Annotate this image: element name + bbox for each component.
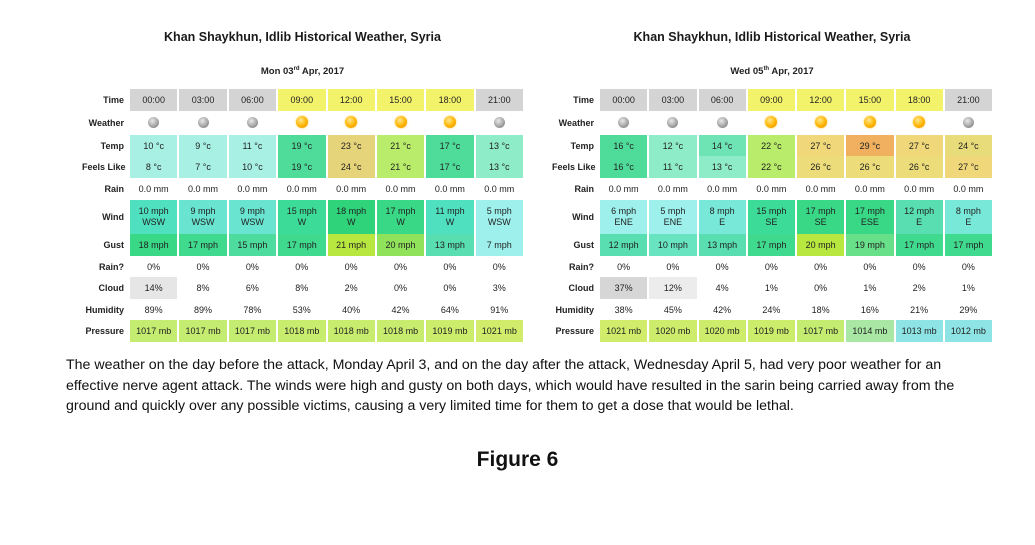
wind-direction: E — [965, 217, 972, 227]
feels-like-cell: 10 °c — [229, 156, 276, 178]
wind-speed: 18 mph — [336, 206, 367, 216]
cloud-cell: 0% — [377, 277, 424, 299]
temp-cell: 19 °c — [278, 135, 325, 156]
wind-cell — [600, 200, 647, 234]
humidity-cell: 91% — [490, 304, 509, 315]
pressure-cell: 1018 mb — [377, 320, 424, 342]
row-chance — [82, 256, 523, 277]
humidity-cell: 89% — [194, 304, 213, 315]
row-label-humidity: Humidity — [85, 304, 124, 315]
temp-cell: 9 °c — [179, 135, 226, 156]
feels-like-cell: 11 °c — [649, 156, 696, 178]
row-label-wind: Wind — [102, 211, 124, 222]
wind-cell — [748, 200, 795, 234]
weather-cell — [179, 111, 226, 135]
row-wind — [552, 200, 992, 234]
rain-chance-cell: 0% — [715, 261, 729, 272]
row-time — [552, 89, 992, 111]
cloud-cell: 8% — [278, 277, 325, 299]
pressure-cell: 1020 mb — [649, 320, 696, 342]
feels-like-cell: 13 °c — [699, 156, 746, 178]
feels-like-cell: 22 °c — [748, 156, 795, 178]
pressure-cell: 1020 mb — [699, 320, 746, 342]
rain-cell: 0.0 mm — [385, 184, 416, 194]
pressure-cell: 1018 mb — [328, 320, 375, 342]
wind-speed: 17 mph — [385, 206, 416, 216]
row-rain — [552, 178, 992, 200]
pressure-cell: 1014 mb — [846, 320, 893, 342]
moon-icon — [618, 117, 629, 128]
pressure-cell: 1017 mb — [179, 320, 226, 342]
row-label-gust: Gust — [103, 240, 124, 250]
wind-direction: E — [916, 217, 923, 227]
row-weather — [82, 111, 523, 135]
temp-cell: 13 °c — [476, 135, 523, 156]
gust-cell: 17 mph — [896, 234, 943, 256]
time-cell: 21:00 — [945, 89, 992, 111]
weather-cell — [476, 111, 523, 135]
rain-chance-cell: 0% — [394, 261, 408, 272]
row-label-wind: Wind — [572, 211, 594, 222]
rain-chance-cell: 0% — [764, 261, 778, 272]
feels-like-cell: 26 °c — [896, 156, 943, 178]
gust-cell: 19 mph — [846, 234, 893, 256]
weather-cell — [846, 111, 893, 135]
rain-cell: 0.0 mm — [756, 184, 787, 194]
rain-chance-cell: 0% — [295, 261, 309, 272]
cloud-cell: 12% — [649, 277, 696, 299]
temp-cell: 11 °c — [229, 135, 276, 156]
wind-direction: W — [346, 217, 356, 227]
feels-like-cell: 7 °c — [179, 156, 226, 178]
gust-cell: 18 mph — [130, 234, 177, 256]
wind-cell — [846, 200, 893, 234]
cloud-cell: 6% — [229, 277, 276, 299]
gust-cell: 17 mph — [179, 234, 226, 256]
sun-icon — [395, 116, 407, 128]
temp-cell: 23 °c — [328, 135, 375, 156]
row-rain — [82, 178, 523, 200]
row-gust — [82, 234, 523, 256]
panel-title: Khan Shaykhun, Idlib Historical Weather, Syria — [164, 30, 441, 44]
humidity-cell: 53% — [292, 304, 311, 315]
wind-direction: E — [719, 217, 726, 227]
sun-icon — [864, 116, 876, 128]
time-cell: 03:00 — [179, 89, 226, 111]
humidity-cell: 18% — [811, 304, 830, 315]
temp-cell: 21 °c — [377, 135, 424, 156]
row-pressure — [552, 320, 992, 342]
humidity-cell: 21% — [910, 304, 929, 315]
wind-cell — [229, 200, 276, 234]
row-label-cloud: Cloud — [98, 283, 124, 293]
row-label-weather: Weather — [88, 118, 124, 128]
wind-cell — [699, 200, 746, 234]
row-feels — [552, 156, 992, 178]
figure-label: Figure 6 — [476, 448, 559, 471]
row-temp — [552, 135, 992, 156]
wind-direction: W — [396, 217, 405, 227]
gust-cell: 15 mph — [229, 234, 276, 256]
figure-caption: The weather on the day before the attack, Monday April 3, and on the day after the attack, Wednesday April 5, had very poor weather for an effective nerve agent attack. The winds were high and gusty on both days, which would have resulted in the sarin being carried away from the ground and quickly over any possible victims, causing a very limited time for them to get a dose that would be lethal. — [66, 357, 955, 414]
row-label-feels: Feels Like — [82, 162, 126, 172]
row-label-humidity: Humidity — [555, 304, 594, 315]
temp-cell: 10 °c — [130, 135, 177, 156]
wind-direction: WSW — [240, 217, 264, 227]
row-label-chance: Rain? — [568, 261, 594, 272]
wind-cell — [426, 200, 473, 234]
pressure-cell: 1021 mb — [600, 320, 647, 342]
temp-cell: 14 °c — [699, 135, 746, 156]
rain-chance-cell: 0% — [814, 261, 828, 272]
weather-cell — [748, 111, 795, 135]
wind-cell — [797, 200, 844, 234]
humidity-cell: 42% — [713, 304, 732, 315]
rain-cell: 0.0 mm — [953, 184, 984, 194]
sun-icon — [815, 116, 827, 128]
feels-like-cell: 17 °c — [426, 156, 473, 178]
temp-cell: 17 °c — [426, 135, 473, 156]
moon-icon — [148, 117, 159, 128]
weather-cell — [600, 111, 647, 135]
pressure-cell: 1019 mb — [426, 320, 473, 342]
cloud-cell: 2% — [328, 277, 375, 299]
humidity-cell: 16% — [860, 304, 879, 315]
rain-cell: 0.0 mm — [188, 184, 219, 194]
wind-cell — [476, 200, 523, 234]
row-label-weather: Weather — [558, 118, 594, 128]
wind-cell — [377, 200, 424, 234]
cloud-cell: 3% — [476, 277, 523, 299]
gust-cell: 12 mph — [600, 234, 647, 256]
humidity-cell: 45% — [663, 304, 682, 315]
gust-cell: 21 mph — [328, 234, 375, 256]
humidity-cell: 38% — [614, 304, 633, 315]
feels-like-cell: 26 °c — [846, 156, 893, 178]
gust-cell: 17 mph — [945, 234, 992, 256]
time-cell: 21:00 — [476, 89, 523, 111]
feels-like-cell: 16 °c — [600, 156, 647, 178]
wind-direction: WSW — [191, 217, 215, 227]
time-cell: 06:00 — [229, 89, 276, 111]
pressure-cell: 1019 mb — [748, 320, 795, 342]
temp-cell: 27 °c — [896, 135, 943, 156]
time-cell: 12:00 — [328, 89, 375, 111]
time-cell: 15:00 — [846, 89, 893, 111]
weather-cell — [797, 111, 844, 135]
humidity-cell: 24% — [762, 304, 781, 315]
row-label-chance: Rain? — [98, 261, 124, 272]
pressure-cell: 1017 mb — [130, 320, 177, 342]
cloud-cell: 0% — [797, 277, 844, 299]
pressure-cell: 1017 mb — [797, 320, 844, 342]
wind-speed: 17 mph — [805, 206, 836, 216]
time-cell: 18:00 — [896, 89, 943, 111]
weather-cell — [377, 111, 424, 135]
wind-cell — [328, 200, 375, 234]
humidity-cell: 40% — [342, 304, 361, 315]
rain-cell: 0.0 mm — [138, 184, 169, 194]
wind-speed: 8 mph — [709, 206, 735, 216]
moon-icon — [667, 117, 678, 128]
rain-cell: 0.0 mm — [336, 184, 367, 194]
cloud-cell: 0% — [426, 277, 473, 299]
cloud-cell: 14% — [130, 277, 177, 299]
sun-icon — [444, 116, 456, 128]
temp-cell: 12 °c — [649, 135, 696, 156]
time-cell: 09:00 — [278, 89, 325, 111]
wind-speed: 8 mph — [955, 206, 981, 216]
pressure-cell: 1018 mb — [278, 320, 325, 342]
wind-speed: 9 mph — [239, 206, 265, 216]
time-cell: 03:00 — [649, 89, 696, 111]
rain-chance-cell: 0% — [344, 261, 358, 272]
rain-cell: 0.0 mm — [286, 184, 317, 194]
temp-cell: 22 °c — [748, 135, 795, 156]
wind-cell — [896, 200, 943, 234]
weather-table — [80, 89, 525, 342]
row-temp — [82, 135, 523, 156]
wind-direction: ENE — [614, 217, 633, 227]
humidity-cell: 78% — [243, 304, 262, 315]
humidity-cell: 42% — [391, 304, 410, 315]
feels-like-cell: 27 °c — [945, 156, 992, 178]
wind-direction: SE — [765, 217, 778, 227]
weather-cell — [229, 111, 276, 135]
row-feels — [82, 156, 523, 178]
time-cell: 00:00 — [600, 89, 647, 111]
panel-title: Khan Shaykhun, Idlib Historical Weather, Syria — [633, 30, 911, 44]
rain-chance-cell: 0% — [443, 261, 457, 272]
gust-cell: 17 mph — [278, 234, 325, 256]
feels-like-cell: 24 °c — [328, 156, 375, 178]
sun-icon — [913, 116, 925, 128]
weather-cell — [130, 111, 177, 135]
wind-speed: 5 mph — [660, 206, 686, 216]
wind-direction: W — [445, 217, 455, 227]
gust-cell: 13 mph — [699, 234, 746, 256]
temp-cell: 16 °c — [600, 135, 647, 156]
row-label-temp: Temp — [570, 140, 594, 151]
wind-speed: 15 mph — [286, 206, 317, 216]
rain-chance-cell: 0% — [666, 261, 680, 272]
rain-cell: 0.0 mm — [707, 184, 738, 194]
rain-cell: 0.0 mm — [854, 184, 885, 194]
row-label-time: Time — [103, 95, 124, 105]
sun-icon — [296, 116, 308, 128]
wind-speed: 5 mph — [486, 206, 512, 216]
row-humidity — [552, 299, 992, 320]
weather-cell — [278, 111, 325, 135]
wind-cell — [278, 200, 325, 234]
cloud-cell: 1% — [846, 277, 893, 299]
row-weather — [552, 111, 992, 135]
rain-chance-cell: 0% — [245, 261, 259, 272]
gust-cell: 17 mph — [748, 234, 795, 256]
row-label-time: Time — [573, 95, 594, 105]
row-label-pressure: Pressure — [555, 326, 594, 336]
feels-like-cell: 19 °c — [278, 156, 325, 178]
cloud-cell: 37% — [600, 277, 647, 299]
wind-direction: ESE — [860, 217, 879, 227]
row-cloud — [82, 277, 523, 299]
humidity-cell: 64% — [440, 304, 459, 315]
moon-icon — [717, 117, 728, 128]
rain-chance-cell: 0% — [961, 261, 975, 272]
time-cell: 12:00 — [797, 89, 844, 111]
row-label-feels: Feels Like — [552, 162, 596, 172]
time-cell: 09:00 — [748, 89, 795, 111]
cloud-cell: 1% — [945, 277, 992, 299]
gust-cell: 10 mph — [649, 234, 696, 256]
gust-cell: 7 mph — [476, 234, 523, 256]
wind-cell — [130, 200, 177, 234]
moon-icon — [247, 117, 258, 128]
time-cell: 06:00 — [699, 89, 746, 111]
moon-icon — [963, 117, 974, 128]
rain-cell: 0.0 mm — [657, 184, 688, 194]
sun-icon — [765, 116, 777, 128]
time-cell: 15:00 — [377, 89, 424, 111]
temp-cell: 27 °c — [797, 135, 844, 156]
rain-chance-cell: 0% — [617, 261, 631, 272]
humidity-cell: 29% — [959, 304, 978, 315]
rain-cell: 0.0 mm — [434, 184, 465, 194]
row-label-gust: Gust — [573, 240, 594, 250]
wind-cell — [945, 200, 992, 234]
wind-direction: WSW — [487, 217, 511, 227]
sun-icon — [345, 116, 357, 128]
wind-direction: SE — [814, 217, 827, 227]
gust-cell: 13 mph — [426, 234, 473, 256]
feels-like-cell: 13 °c — [476, 156, 523, 178]
pressure-cell: 1021 mb — [476, 320, 523, 342]
rain-chance-cell: 0% — [147, 261, 161, 272]
rain-chance-cell: 0% — [863, 261, 877, 272]
moon-icon — [198, 117, 209, 128]
weather-cell — [699, 111, 746, 135]
weather-cell — [426, 111, 473, 135]
humidity-cell: 89% — [144, 304, 163, 315]
cloud-cell: 4% — [699, 277, 746, 299]
row-wind — [82, 200, 523, 234]
row-label-cloud: Cloud — [568, 283, 594, 293]
rain-cell: 0.0 mm — [904, 184, 935, 194]
temp-cell: 29 °c — [846, 135, 893, 156]
wind-direction: WSW — [142, 217, 166, 227]
rain-cell: 0.0 mm — [608, 184, 639, 194]
row-label-rain: Rain — [574, 184, 594, 194]
row-label-rain: Rain — [104, 184, 124, 194]
wind-speed: 9 mph — [190, 206, 216, 216]
cloud-cell: 8% — [179, 277, 226, 299]
wind-speed: 10 mph — [138, 206, 169, 216]
row-pressure — [82, 320, 523, 342]
row-chance — [552, 256, 992, 277]
rain-chance-cell: 0% — [196, 261, 210, 272]
rain-cell: 0.0 mm — [805, 184, 836, 194]
wind-cell — [179, 200, 226, 234]
wind-cell — [649, 200, 696, 234]
weather-table — [550, 89, 994, 342]
row-time — [82, 89, 523, 111]
rain-chance-cell: 0% — [912, 261, 926, 272]
row-label-pressure: Pressure — [85, 326, 124, 336]
moon-icon — [494, 117, 505, 128]
cloud-cell: 1% — [748, 277, 795, 299]
feels-like-cell: 26 °c — [797, 156, 844, 178]
wind-speed: 11 mph — [435, 206, 465, 216]
rain-chance-cell: 0% — [492, 261, 506, 272]
rain-cell: 0.0 mm — [237, 184, 268, 194]
weather-cell — [649, 111, 696, 135]
temp-cell: 24 °c — [945, 135, 992, 156]
time-cell: 18:00 — [426, 89, 473, 111]
feels-like-cell: 8 °c — [130, 156, 177, 178]
pressure-cell: 1017 mb — [229, 320, 276, 342]
wind-direction: W — [297, 217, 307, 227]
wind-direction: ENE — [663, 217, 683, 227]
rain-cell: 0.0 mm — [484, 184, 515, 194]
gust-cell: 20 mph — [377, 234, 424, 256]
gust-cell: 20 mph — [797, 234, 844, 256]
row-gust — [552, 234, 992, 256]
wind-speed: 17 mph — [854, 206, 885, 216]
panel-date: Wed 05th Apr, 2017 — [730, 66, 814, 78]
feels-like-cell: 21 °c — [377, 156, 424, 178]
cloud-cell: 2% — [896, 277, 943, 299]
weather-cell — [328, 111, 375, 135]
pressure-cell: 1012 mb — [945, 320, 992, 342]
time-cell: 00:00 — [130, 89, 177, 111]
weather-cell — [945, 111, 992, 135]
row-label-temp: Temp — [100, 140, 124, 151]
wind-speed: 6 mph — [611, 206, 637, 216]
weather-cell — [896, 111, 943, 135]
panel-date: Mon 03rd Apr, 2017 — [260, 66, 345, 78]
row-cloud — [552, 277, 992, 299]
wind-speed: 15 mph — [756, 206, 787, 216]
row-humidity — [82, 299, 523, 320]
wind-speed: 12 mph — [904, 206, 935, 216]
pressure-cell: 1013 mb — [896, 320, 943, 342]
